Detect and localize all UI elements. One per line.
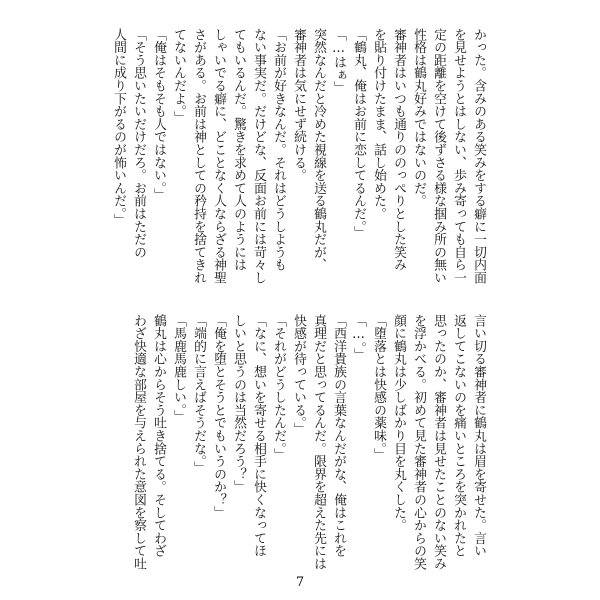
text-line: ない事実だ。だけどな、反面お前には苛々し [251, 28, 266, 284]
text-line: 快感が待っている。」 [291, 314, 306, 436]
text-line: 性格は鶴丸好みではないのだ。 [411, 28, 426, 208]
text-line: 「鶴丸、俺はお前に恋してるんだ。」 [351, 28, 366, 240]
text-line: 「…。」 [351, 314, 366, 361]
text-line: 「なに、想いを寄せる相手に快くなってほ [251, 314, 266, 558]
text-line: 「俺を堕とそうとでもいうのか？」 [211, 314, 226, 519]
text-line: 「そう思いたいだけだろ。お前はただの [131, 28, 146, 259]
text-line: 「馬鹿馬鹿しい。」 [171, 314, 186, 423]
text-line: かった。含みのある笑みをする癖に一切内面 [471, 28, 486, 284]
text-line: 人間に成り下がるのが怖いんだ。」 [111, 28, 126, 227]
text-line: を見せようとはしない、歩み寄っても自ら一 [451, 28, 466, 284]
text-line: 審神者はいつも通りののっぺりとした笑み [391, 28, 406, 272]
text-line: てないんだよ。」 [171, 28, 186, 124]
text-line: を貼り付けたまま、話し始めた。 [371, 28, 386, 220]
text-line: 真理だと思ってるんだ。限界を超えた先には [311, 314, 326, 570]
text-line: 「堕落とは快感の薬味。」 [371, 314, 386, 462]
text-line: 顔に鶴丸は少しばかり目を丸くした。 [391, 314, 406, 532]
text-line: しゃいでる癖に、どことなく人ならざる神聖 [211, 28, 226, 284]
text-line: わざ快適な部屋を与えられた意図を察して吐 [131, 314, 146, 570]
lower-text-block [128, 314, 488, 584]
text-line: しいと思うのは当然だろう？」 [231, 314, 246, 494]
text-line: 定の距離を空けて後ずさる様な掴み所の無い [431, 28, 446, 284]
text-line: 言い切る審神者に鶴丸は眉を寄せた。言い [471, 314, 486, 558]
page-number: 7 [295, 575, 305, 590]
text-line: 審神者は気にせず続ける。 [291, 28, 306, 182]
text-line: さがある。お前は神としての矜持を捨てきれ [191, 28, 206, 284]
text-line: てもいるんだ。驚きを求めて人のようには [231, 28, 246, 272]
text-line: 「…はぁ」 [331, 28, 346, 95]
text-line: 「端的に言えばそうだな。」 [191, 314, 206, 474]
text-line: 突然なんだと冷めた視線を送る鶴丸だが、 [311, 28, 326, 272]
text-line: 「それがどうしたんだ。」 [271, 314, 286, 462]
text-line: 「西洋貴族の言葉なんだがな、俺はこれを [331, 314, 346, 558]
text-line: 「俺はそもそも人ではない。」 [151, 28, 166, 201]
text-line: 返してこないのを痛いところを突かれたと [451, 314, 466, 558]
text-line: を浮かべる。初めて見た審神者の心からの笑 [411, 314, 426, 570]
text-line: 「お前が好きなんだ。それはどうしようも [271, 28, 286, 272]
text-line: 鶴丸は心からそう吐き捨てる。そしてわざ [151, 314, 166, 558]
text-line: 思ったのか、審神者は見せたことのない笑み [431, 314, 446, 570]
upper-text-block [108, 28, 488, 298]
